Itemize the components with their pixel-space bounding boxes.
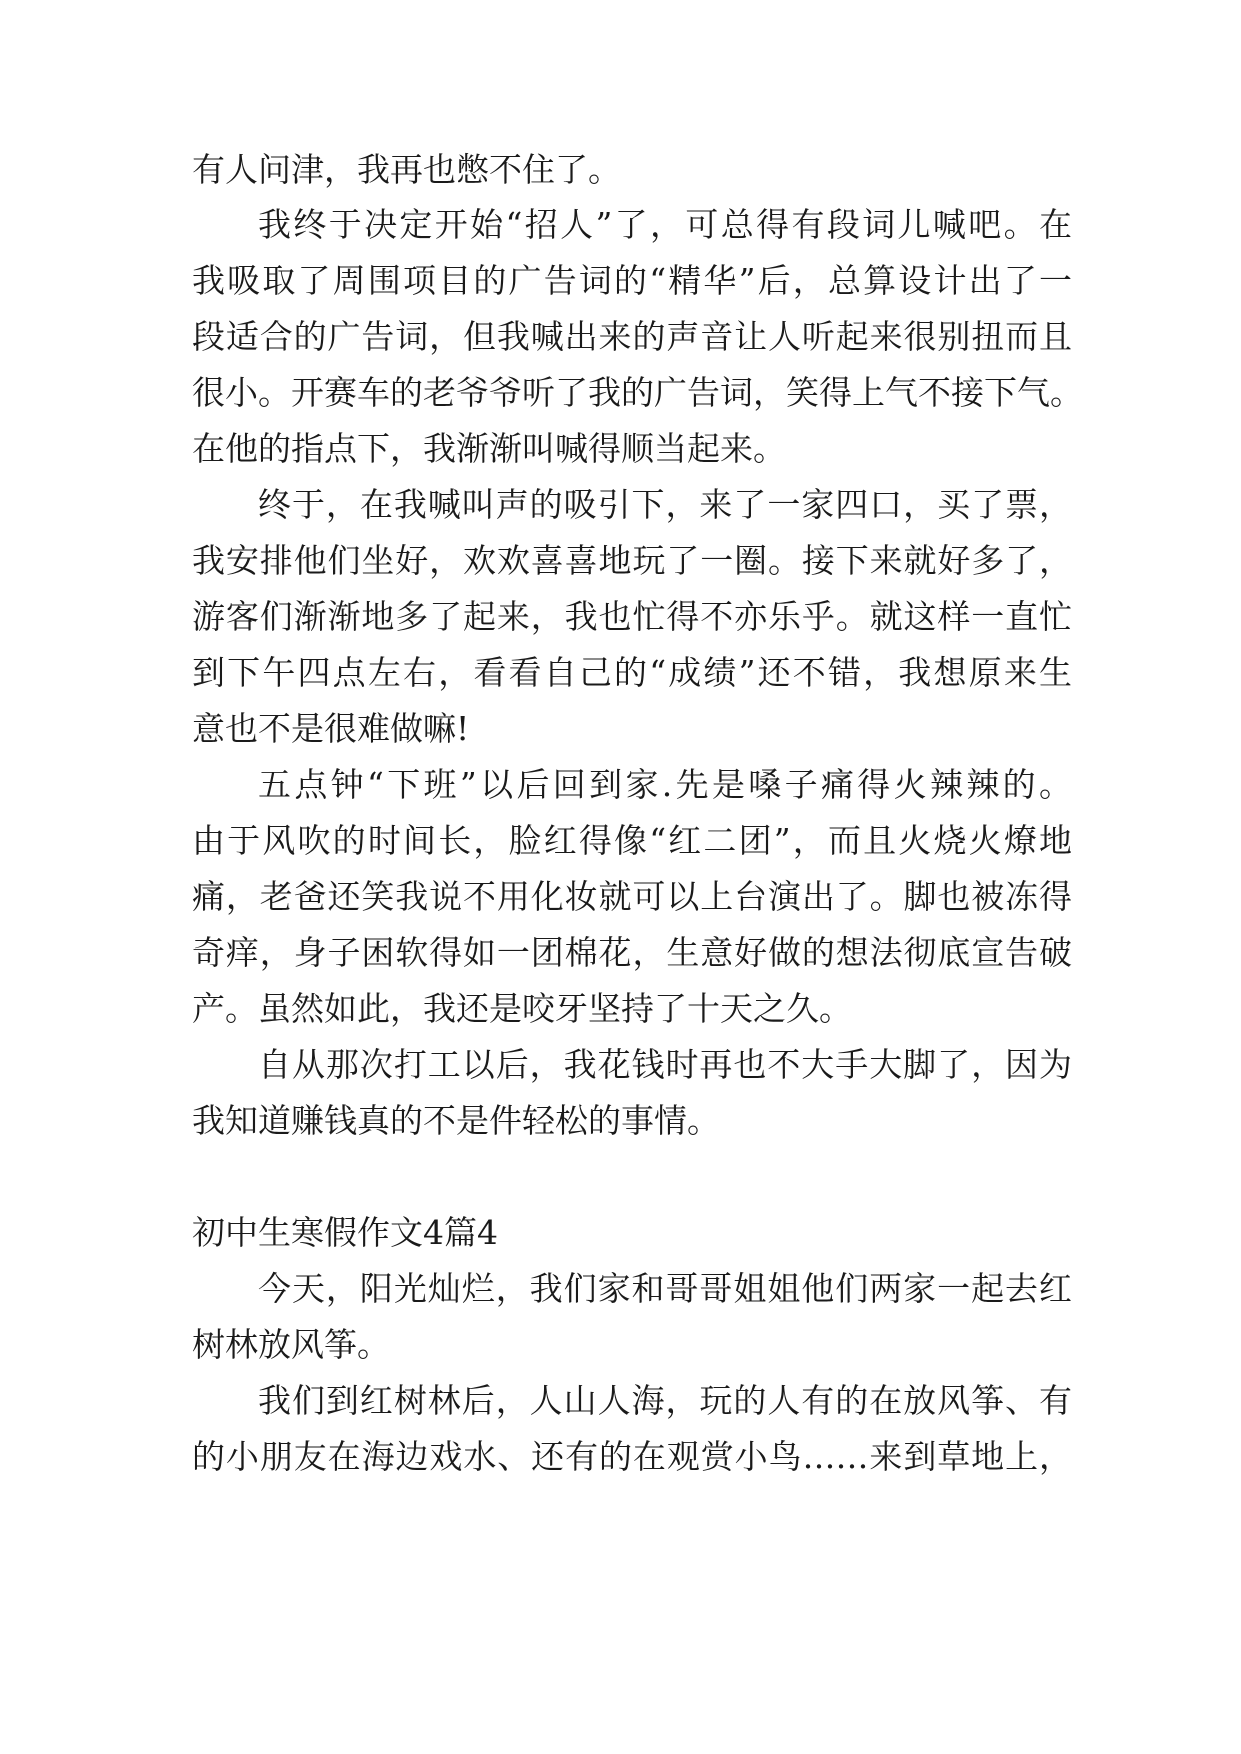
paragraph-line: 有人问津，我再也憋不住了。 bbox=[192, 150, 621, 189]
paragraph-line: 我知道赚钱真的不是件轻松的事情。 bbox=[192, 1101, 720, 1140]
section-heading: 初中生寒假作文4篇4 bbox=[192, 1213, 498, 1252]
paragraph-line: 在他的指点下，我渐渐叫喊得顺当起来。 bbox=[192, 429, 786, 468]
paragraph-line: 五点钟“下班”以后回到家.先是嗓子痛得火辣辣的。 bbox=[258, 765, 1072, 804]
paragraph-line: 我安排他们坐好，欢欢喜喜地玩了一圈。接下来就好多了， bbox=[192, 541, 1072, 580]
paragraph-line: 段适合的广告词，但我喊出来的声音让人听起来很别扭而且 bbox=[192, 317, 1072, 356]
paragraph-line: 游客们渐渐地多了起来，我也忙得不亦乐乎。就这样一直忙 bbox=[192, 597, 1072, 636]
paragraph-line: 意也不是很难做嘛! bbox=[192, 709, 470, 748]
paragraph-line: 由于风吹的时间长，脸红得像“红二团”，而且火烧火燎地 bbox=[192, 821, 1072, 860]
paragraph-line: 的小朋友在海边戏水、还有的在观赏小鸟……来到草地上， bbox=[192, 1437, 1072, 1476]
paragraph-line: 树林放风筝。 bbox=[192, 1325, 390, 1364]
paragraph-line: 产。虽然如此，我还是咬牙坚持了十天之久。 bbox=[192, 989, 852, 1028]
paragraph-line: 奇痒，身子困软得如一团棉花，生意好做的想法彻底宣告破 bbox=[192, 933, 1072, 972]
paragraph-line: 我们到红树林后，人山人海，玩的人有的在放风筝、有 bbox=[258, 1381, 1072, 1420]
paragraph-line: 到下午四点左右，看看自己的“成绩”还不错，我想原来生 bbox=[192, 653, 1072, 692]
paragraph-line: 我吸取了周围项目的广告词的“精华”后，总算设计出了一 bbox=[192, 261, 1072, 300]
paragraph-line: 我终于决定开始“招人”了，可总得有段词儿喊吧。在 bbox=[258, 205, 1072, 244]
paragraph-line: 很小。开赛车的老爷爷听了我的广告词，笑得上气不接下气。 bbox=[192, 373, 1083, 412]
paragraph-line: 自从那次打工以后，我花钱时再也不大手大脚了，因为 bbox=[258, 1045, 1072, 1084]
paragraph-line: 终于，在我喊叫声的吸引下，来了一家四口，买了票， bbox=[258, 485, 1072, 524]
paragraph-line: 痛，老爸还笑我说不用化妆就可以上台演出了。脚也被冻得 bbox=[192, 877, 1072, 916]
paragraph-line: 今天，阳光灿烂，我们家和哥哥姐姐他们两家一起去红 bbox=[258, 1269, 1072, 1308]
